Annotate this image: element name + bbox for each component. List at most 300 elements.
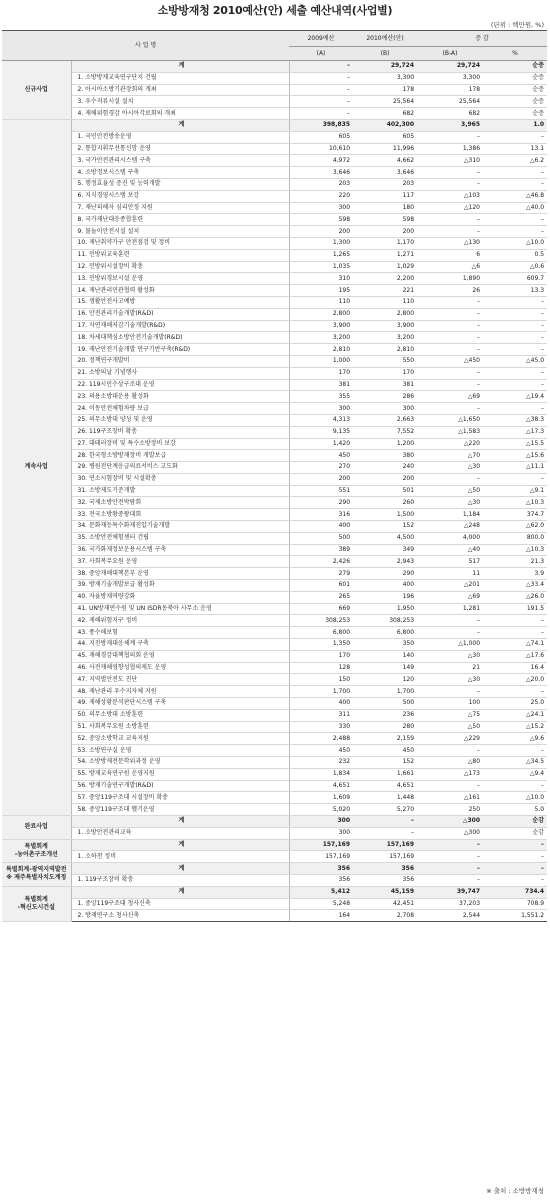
value-2009: 400 [289, 698, 353, 710]
value-diff: 37,203 [417, 898, 483, 910]
item-name: 10. 재난취약가구 안전점검 및 정비 [71, 237, 289, 249]
table-row [2, 414, 547, 426]
table-row [2, 131, 547, 143]
value-diff: △103 [417, 190, 483, 202]
value-diff: 1,281 [417, 603, 483, 615]
value-pct: △15.5 [483, 438, 547, 450]
value-2010: 605 [353, 131, 417, 143]
value-diff: – [417, 780, 483, 792]
table-row [2, 202, 547, 214]
value-2010: 381 [353, 379, 417, 391]
item-name: 7. 재난피해자 심리안정 지원 [71, 202, 289, 214]
value-2010: 152 [353, 757, 417, 769]
value-diff: – [417, 745, 483, 757]
value-diff: 250 [417, 804, 483, 816]
table-row [2, 308, 547, 320]
value-2009: 164 [289, 910, 353, 922]
value-diff: 4,000 [417, 532, 483, 544]
value-2010: 4,651 [353, 780, 417, 792]
value-2009: – [289, 96, 353, 108]
header-2009: 2009예산 [289, 31, 353, 47]
value-diff: 29,724 [417, 61, 483, 73]
value-diff: △1,650 [417, 414, 483, 426]
item-name: 23. 의용소방대운용 활성화 [71, 391, 289, 403]
value-pct: 1,551.2 [483, 910, 547, 922]
value-diff: △248 [417, 521, 483, 533]
value-2010: 178 [353, 84, 417, 96]
value-2009: 150 [289, 674, 353, 686]
value-diff: – [417, 367, 483, 379]
value-diff: – [417, 615, 483, 627]
value-2010: 1,029 [353, 261, 417, 273]
value-pct: 순증 [483, 72, 547, 84]
item-name: 11. 민방위교육훈련 [71, 249, 289, 261]
item-name: 2. 통합지휘무선통신망 운영 [71, 143, 289, 155]
value-2010: 300 [353, 403, 417, 415]
item-name: 38. 중앙재해대책본부 운영 [71, 568, 289, 580]
table-row [2, 757, 547, 769]
value-2009: 669 [289, 603, 353, 615]
value-pct: – [483, 627, 547, 639]
item-name: 계 [71, 61, 289, 73]
value-diff: 1,890 [417, 273, 483, 285]
value-2010: 350 [353, 639, 417, 651]
value-pct: – [483, 167, 547, 179]
value-2010: 203 [353, 178, 417, 190]
item-name: 8. 국가재난대응종합훈련 [71, 214, 289, 226]
value-pct: △24.1 [483, 709, 547, 721]
table-total-row [2, 863, 547, 875]
table-row [2, 344, 547, 356]
table-total-row [2, 886, 547, 898]
table-row [2, 709, 547, 721]
header-2009-sub: (A) [289, 47, 353, 61]
value-pct: – [483, 615, 547, 627]
item-name: 45. 재해경감대책협의회 운영 [71, 650, 289, 662]
value-pct: – [483, 367, 547, 379]
table-row [2, 674, 547, 686]
page-title: 소방방재청 2010예산(안) 세출 예산내역(사업별) [157, 4, 393, 17]
header-diff: (B-A) [417, 47, 483, 61]
value-pct: – [483, 403, 547, 415]
value-2009: 300 [289, 816, 353, 828]
value-2009: 200 [289, 226, 353, 238]
value-2010: 200 [353, 473, 417, 485]
value-diff: △300 [417, 827, 483, 839]
value-pct: – [483, 131, 547, 143]
value-2010: 3,646 [353, 167, 417, 179]
value-2010: 1,200 [353, 438, 417, 450]
value-2010: 117 [353, 190, 417, 202]
value-2009: 356 [289, 874, 353, 886]
table-row [2, 485, 547, 497]
value-2010: 170 [353, 367, 417, 379]
value-pct: 21.3 [483, 556, 547, 568]
item-name: 계 [71, 863, 289, 875]
value-2010: 4,500 [353, 532, 417, 544]
table-row [2, 910, 547, 922]
table-row [2, 898, 547, 910]
value-2010: 140 [353, 650, 417, 662]
value-pct: △6.2 [483, 155, 547, 167]
value-2009: 330 [289, 721, 353, 733]
table-row [2, 780, 547, 792]
header-item: 사 업 명 [2, 31, 289, 61]
value-diff: 25,564 [417, 96, 483, 108]
value-pct: – [483, 320, 547, 332]
item-name: 18. 차세대핵심소방안전기술개발(R&D) [71, 332, 289, 344]
value-diff: △120 [417, 202, 483, 214]
value-2010: 308,253 [353, 615, 417, 627]
table-row [2, 615, 547, 627]
value-2010: 152 [353, 521, 417, 533]
value-pct: 0.5 [483, 249, 547, 261]
value-diff: △69 [417, 391, 483, 403]
value-pct: △38.3 [483, 414, 547, 426]
table-row [2, 72, 547, 84]
unit-note: (단위 : 백만원, %) [490, 21, 544, 29]
item-name: 계 [71, 839, 289, 851]
value-diff: – [417, 167, 483, 179]
table-row [2, 450, 547, 462]
value-pct: △20.0 [483, 674, 547, 686]
value-2010: 45,159 [353, 886, 417, 898]
item-name: 57. 중앙119구조대 시설장비 확충 [71, 792, 289, 804]
value-diff: 682 [417, 108, 483, 120]
value-diff: – [417, 851, 483, 863]
value-diff: △30 [417, 462, 483, 474]
value-2009: 605 [289, 131, 353, 143]
value-2009: 1,000 [289, 355, 353, 367]
value-diff: – [417, 403, 483, 415]
value-pct: 191.5 [483, 603, 547, 615]
table-row [2, 580, 547, 592]
item-name: 9. 물놀이안전시설 설치 [71, 226, 289, 238]
table-row [2, 556, 547, 568]
value-2009: 1,265 [289, 249, 353, 261]
value-diff: – [417, 379, 483, 391]
value-diff: – [417, 226, 483, 238]
value-diff: △1,583 [417, 426, 483, 438]
item-name: 17. 자연재해저감기술개발(R&D) [71, 320, 289, 332]
value-pct: – [483, 851, 547, 863]
value-2010: 157,169 [353, 839, 417, 851]
value-2009: 170 [289, 367, 353, 379]
value-2010: 450 [353, 745, 417, 757]
value-diff: 3,300 [417, 72, 483, 84]
value-pct: △15.2 [483, 721, 547, 733]
value-pct: 734.4 [483, 886, 547, 898]
value-2009: 203 [289, 178, 353, 190]
item-name: 1. 소방안전관리교육 [71, 827, 289, 839]
value-diff: △450 [417, 355, 483, 367]
value-pct: 1.0 [483, 119, 547, 131]
value-diff: – [417, 308, 483, 320]
value-pct: △17.3 [483, 426, 547, 438]
value-pct: 708.9 [483, 898, 547, 910]
value-diff: – [417, 178, 483, 190]
value-pct: – [483, 226, 547, 238]
table-row [2, 367, 547, 379]
item-name: 6. 지식경영시스템 보강 [71, 190, 289, 202]
value-2010: 1,448 [353, 792, 417, 804]
item-name: 49. 재해상황분석판단시스템 구축 [71, 698, 289, 710]
value-diff: – [417, 332, 483, 344]
table-row [2, 190, 547, 202]
value-2010: – [353, 827, 417, 839]
value-pct: – [483, 863, 547, 875]
value-diff: – [417, 473, 483, 485]
item-name: 33. 전국소방왕중왕대회 [71, 509, 289, 521]
value-2010: 290 [353, 568, 417, 580]
table-row [2, 108, 547, 120]
value-2009: 500 [289, 532, 353, 544]
header-pct: % [483, 47, 547, 61]
item-name: 12. 민방위시설장비 확충 [71, 261, 289, 273]
value-2009: 10,610 [289, 143, 353, 155]
value-2009: 300 [289, 403, 353, 415]
value-diff: – [417, 320, 483, 332]
item-name: 48. 재난관리 우수지자체 지원 [71, 686, 289, 698]
value-2010: 200 [353, 226, 417, 238]
value-pct: – [483, 178, 547, 190]
value-2009: 2,810 [289, 344, 353, 356]
item-name: 58. 중앙119구조대 헬기운영 [71, 804, 289, 816]
value-2010: – [353, 816, 417, 828]
value-diff: 39,747 [417, 886, 483, 898]
value-2010: 7,552 [353, 426, 417, 438]
item-name: 36. 국가화재정보운용시스템 구축 [71, 544, 289, 556]
value-2010: 286 [353, 391, 417, 403]
table-row [2, 84, 547, 96]
value-diff: – [417, 874, 483, 886]
value-2009: 1,420 [289, 438, 353, 450]
item-name: 계 [71, 119, 289, 131]
table-row [2, 296, 547, 308]
value-2009: 1,035 [289, 261, 353, 273]
value-pct: 5.0 [483, 804, 547, 816]
table-row [2, 603, 547, 615]
value-pct: – [483, 344, 547, 356]
value-2009: 270 [289, 462, 353, 474]
item-name: 51. 사회복무요원 소방훈련 [71, 721, 289, 733]
item-name: 54. 소방방재전문학위과정 운영 [71, 757, 289, 769]
item-name: 31. 소방제도기준개발 [71, 485, 289, 497]
value-2009: 6,800 [289, 627, 353, 639]
value-diff: △201 [417, 580, 483, 592]
item-name: 43. 풍수해보험 [71, 627, 289, 639]
value-diff: △6 [417, 261, 483, 273]
value-pct: 순증 [483, 84, 547, 96]
value-2010: 356 [353, 874, 417, 886]
value-2010: 260 [353, 497, 417, 509]
value-pct: 800.0 [483, 532, 547, 544]
value-pct: – [483, 780, 547, 792]
table-row [2, 285, 547, 297]
value-pct: 374.7 [483, 509, 547, 521]
value-2010: 221 [353, 285, 417, 297]
group-label: 완료사업 [2, 816, 71, 840]
value-2009: 232 [289, 757, 353, 769]
value-2009: 398,835 [289, 119, 353, 131]
value-pct: – [483, 686, 547, 698]
item-name: 1. 119구조장비 확충 [71, 874, 289, 886]
value-diff: – [417, 131, 483, 143]
value-diff: △70 [417, 450, 483, 462]
item-name: 25. 의무소방대 양성 및 운영 [71, 414, 289, 426]
value-diff: 1,184 [417, 509, 483, 521]
value-diff: 517 [417, 556, 483, 568]
value-2010: 4,662 [353, 155, 417, 167]
value-2009: 450 [289, 450, 353, 462]
table-row [2, 804, 547, 816]
item-name: 46. 사전재해영향성협의제도 운영 [71, 662, 289, 674]
item-name: 26. 119구조장비 확충 [71, 426, 289, 438]
value-diff: – [417, 344, 483, 356]
value-pct: △33.4 [483, 580, 547, 592]
table-row [2, 167, 547, 179]
value-pct: 13.1 [483, 143, 547, 155]
value-2009: 4,313 [289, 414, 353, 426]
value-pct: △9.4 [483, 768, 547, 780]
value-diff: – [417, 839, 483, 851]
table-row [2, 320, 547, 332]
value-2009: 1,700 [289, 686, 353, 698]
table-row [2, 544, 547, 556]
item-name: 4. 소방정보시스템 구축 [71, 167, 289, 179]
table-row [2, 237, 547, 249]
item-name: 3. 국가안전관리시스템 구축 [71, 155, 289, 167]
value-pct: – [483, 308, 547, 320]
value-2010: 196 [353, 591, 417, 603]
item-name: 39. 방재기술개발보급 활성화 [71, 580, 289, 592]
value-diff: 3,965 [417, 119, 483, 131]
value-2009: – [289, 108, 353, 120]
value-2009: – [289, 72, 353, 84]
value-pct: △0.6 [483, 261, 547, 273]
value-pct: △17.6 [483, 650, 547, 662]
value-diff: 178 [417, 84, 483, 96]
table-row [2, 214, 547, 226]
value-diff: △75 [417, 709, 483, 721]
table-row [2, 768, 547, 780]
value-2009: – [289, 61, 353, 73]
table-total-row [2, 119, 547, 131]
table-row [2, 426, 547, 438]
value-pct: – [483, 745, 547, 757]
value-pct: △46.8 [483, 190, 547, 202]
value-pct: 순감 [483, 816, 547, 828]
value-diff: △161 [417, 792, 483, 804]
budget-table [2, 30, 547, 922]
value-2009: 355 [289, 391, 353, 403]
value-2010: 356 [353, 863, 417, 875]
item-name: 14. 재난관리민관협력 활성화 [71, 285, 289, 297]
value-pct: – [483, 379, 547, 391]
value-pct: △10.3 [483, 544, 547, 556]
value-pct: △19.4 [483, 391, 547, 403]
table-row [2, 462, 547, 474]
table-row [2, 473, 547, 485]
value-pct: △10.0 [483, 792, 547, 804]
item-name: 28. 한국형소방방재장비 개발보급 [71, 450, 289, 462]
value-diff: △50 [417, 485, 483, 497]
value-2010: 3,200 [353, 332, 417, 344]
value-2009: 110 [289, 296, 353, 308]
value-2010: 402,300 [353, 119, 417, 131]
value-pct: – [483, 214, 547, 226]
value-diff: △130 [417, 237, 483, 249]
item-name: 1. 소방방재교육연구단지 건립 [71, 72, 289, 84]
item-name: 16. 안전관리기술개발(R&D) [71, 308, 289, 320]
item-name: 2. 아시아소방기관장회의 개최 [71, 84, 289, 96]
value-2010: 400 [353, 580, 417, 592]
value-2010: 180 [353, 202, 417, 214]
table-row [2, 509, 547, 521]
value-2009: 1,300 [289, 237, 353, 249]
value-diff: – [417, 863, 483, 875]
table-row [2, 568, 547, 580]
value-2009: 265 [289, 591, 353, 603]
value-2010: 236 [353, 709, 417, 721]
value-pct: – [483, 839, 547, 851]
value-pct: 3.9 [483, 568, 547, 580]
table-row [2, 745, 547, 757]
value-diff: 11 [417, 568, 483, 580]
group-label: 특별회계-광역지역발전 ※ 제주특별자치도계정 [2, 863, 71, 887]
value-diff: △229 [417, 733, 483, 745]
item-name: 52. 중앙소방학교 교육지원 [71, 733, 289, 745]
value-2009: 1,350 [289, 639, 353, 651]
value-2009: 4,972 [289, 155, 353, 167]
value-2009: 5,412 [289, 886, 353, 898]
value-diff: △40 [417, 544, 483, 556]
value-pct: △40.0 [483, 202, 547, 214]
value-pct: 16.4 [483, 662, 547, 674]
item-name: 55. 방재교육연구원 운영지원 [71, 768, 289, 780]
value-2010: 2,800 [353, 308, 417, 320]
value-2010: 1,500 [353, 509, 417, 521]
table-row [2, 591, 547, 603]
item-name: 29. 병원전단계응급의료서비스 고도화 [71, 462, 289, 474]
value-pct: △9.6 [483, 733, 547, 745]
value-2009: 356 [289, 863, 353, 875]
table-total-row [2, 816, 547, 828]
value-2009: 300 [289, 202, 353, 214]
source-note: ※ 출처 : 소방방재청 [486, 1187, 544, 1195]
value-2009: 601 [289, 580, 353, 592]
value-diff: 1,386 [417, 143, 483, 155]
table-row [2, 438, 547, 450]
table-row [2, 827, 547, 839]
table-row [2, 143, 547, 155]
item-name: 42. 재해위험지구 정비 [71, 615, 289, 627]
value-diff: △1,000 [417, 639, 483, 651]
value-2010: 6,800 [353, 627, 417, 639]
table-row [2, 249, 547, 261]
value-2009: 400 [289, 521, 353, 533]
value-2009: 4,651 [289, 780, 353, 792]
item-name: 35. 소방안전체험센터 건립 [71, 532, 289, 544]
group-label: 특별회계 -혁신도시건설 [2, 886, 71, 921]
value-pct: – [483, 874, 547, 886]
value-pct: 13.3 [483, 285, 547, 297]
value-diff: 6 [417, 249, 483, 261]
item-name: 15. 생활안전사고예방 [71, 296, 289, 308]
value-2009: 3,646 [289, 167, 353, 179]
value-pct: 순증 [483, 61, 547, 73]
item-name: 44. 지진방재대응체계 구축 [71, 639, 289, 651]
